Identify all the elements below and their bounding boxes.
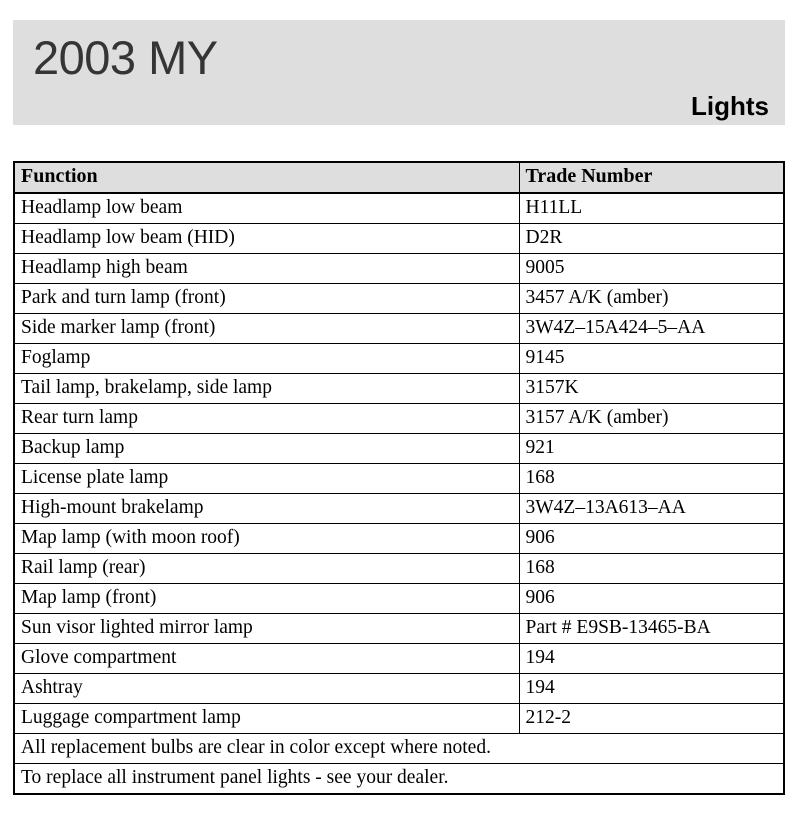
table-note-row xyxy=(15,764,783,794)
table-row xyxy=(15,494,783,524)
model-year-title: 2003 MY xyxy=(33,31,218,84)
cell-trade-number: 3157K xyxy=(519,374,783,404)
cell-function: Rear turn lamp xyxy=(15,404,519,434)
table-row xyxy=(15,344,783,374)
table-row xyxy=(15,524,783,554)
cell-function: Side marker lamp (front) xyxy=(15,314,519,344)
table-row xyxy=(15,254,783,284)
table-row xyxy=(15,644,783,674)
cell-function: Glove compartment xyxy=(15,644,519,674)
table-row xyxy=(15,224,783,254)
table-header-row xyxy=(15,163,783,193)
cell-trade-number: 3W4Z–13A613–AA xyxy=(519,494,783,524)
cell-trade-number: 3W4Z–15A424–5–AA xyxy=(519,314,783,344)
cell-trade-number: D2R xyxy=(519,224,783,254)
cell-trade-number: Part # E9SB-13465-BA xyxy=(519,614,783,644)
column-header-function: Function xyxy=(15,163,519,193)
cell-trade-number: 212-2 xyxy=(519,704,783,734)
cell-function: Tail lamp, brakelamp, side lamp xyxy=(15,374,519,404)
cell-trade-number: 194 xyxy=(519,644,783,674)
note-text: To replace all instrument panel lights - see your dealer. xyxy=(15,764,783,794)
table-row xyxy=(15,674,783,704)
table-row xyxy=(15,554,783,584)
page-banner xyxy=(13,20,785,125)
bulb-specification-table xyxy=(15,163,783,793)
cell-trade-number: 9145 xyxy=(519,344,783,374)
table-head xyxy=(15,163,783,193)
table-row xyxy=(15,704,783,734)
cell-trade-number: H11LL xyxy=(519,193,783,224)
cell-function: License plate lamp xyxy=(15,464,519,494)
cell-trade-number: 3157 A/K (amber) xyxy=(519,404,783,434)
cell-trade-number: 3457 A/K (amber) xyxy=(519,284,783,314)
cell-function: Headlamp low beam (HID) xyxy=(15,224,519,254)
column-header-trade-number: Trade Number xyxy=(519,163,783,193)
table-row xyxy=(15,193,783,224)
cell-trade-number: 168 xyxy=(519,554,783,584)
cell-function: High-mount brakelamp xyxy=(15,494,519,524)
section-title: Lights xyxy=(691,91,769,121)
cell-trade-number: 9005 xyxy=(519,254,783,284)
bulb-table-container xyxy=(13,161,785,795)
cell-function: Park and turn lamp (front) xyxy=(15,284,519,314)
cell-trade-number: 921 xyxy=(519,434,783,464)
cell-function: Ashtray xyxy=(15,674,519,704)
table-row xyxy=(15,434,783,464)
cell-function: Headlamp high beam xyxy=(15,254,519,284)
note-text: All replacement bulbs are clear in color except where noted. xyxy=(15,734,783,764)
table-row xyxy=(15,314,783,344)
cell-trade-number: 906 xyxy=(519,584,783,614)
table-row xyxy=(15,284,783,314)
cell-trade-number: 168 xyxy=(519,464,783,494)
cell-trade-number: 906 xyxy=(519,524,783,554)
cell-function: Map lamp (front) xyxy=(15,584,519,614)
cell-trade-number: 194 xyxy=(519,674,783,704)
table-row xyxy=(15,614,783,644)
cell-function: Headlamp low beam xyxy=(15,193,519,224)
cell-function: Rail lamp (rear) xyxy=(15,554,519,584)
cell-function: Luggage compartment lamp xyxy=(15,704,519,734)
table-row xyxy=(15,404,783,434)
table-body xyxy=(15,193,783,793)
table-row xyxy=(15,464,783,494)
table-note-row xyxy=(15,734,783,764)
cell-function: Map lamp (with moon roof) xyxy=(15,524,519,554)
table-row xyxy=(15,584,783,614)
table-row xyxy=(15,374,783,404)
cell-function: Sun visor lighted mirror lamp xyxy=(15,614,519,644)
cell-function: Backup lamp xyxy=(15,434,519,464)
cell-function: Foglamp xyxy=(15,344,519,374)
